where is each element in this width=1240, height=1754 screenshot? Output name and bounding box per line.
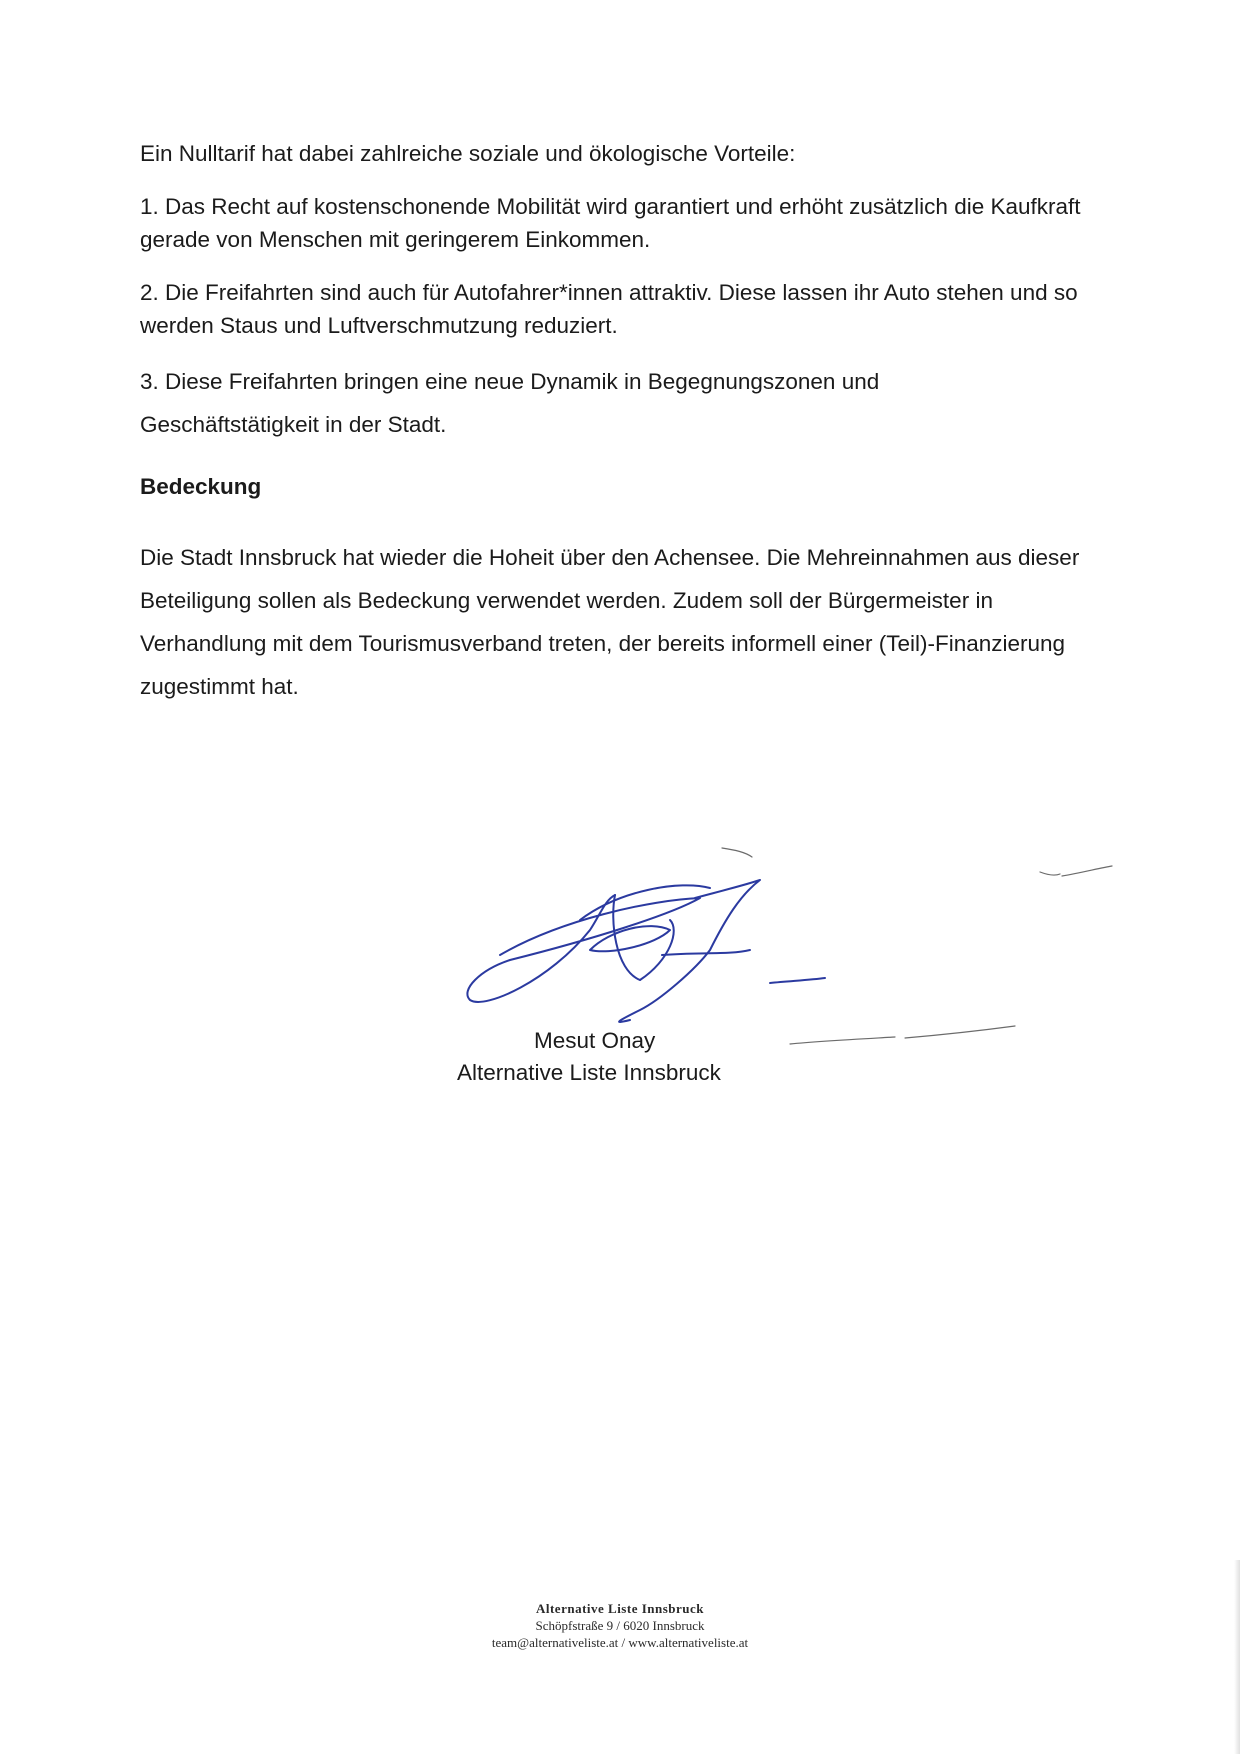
signatory-organization: Alternative Liste Innsbruck [457,1060,721,1085]
footer-separator: / [618,1635,629,1650]
footer-contacts [0,1634,1240,1651]
coverage-paragraph: Die Stadt Innsbruck hat wieder die Hoheit über den Achensee. Die Mehreinnahmen aus dieser Beteiligung sollen als Bedeckung verwendet werden. Zudem soll der Bürgermeister in Verhandlung mit dem Tourismusverband treten, der bereits informell einer (Teil)-Finanzierung zugestimmt hat. [140,545,1080,699]
point-2: 2. Die Freifahrten sind auch für Autofahrer*innen attraktiv. Diese lassen ihr Auto stehen und so werden Staus und Luftverschmutzung reduziert. [140,280,1078,338]
signatory-name: Mesut Onay [534,1028,656,1053]
footer-website[interactable]: www.alternativeliste.at [628,1635,749,1650]
point-1: 1. Das Recht auf kostenschonende Mobilität wird garantiert und erhöht zusätzlich die Kaufkraft gerade von Menschen mit geringerem Einkommen. [140,194,1081,252]
intro-paragraph: Ein Nulltarif hat dabei zahlreiche soziale und ökologische Vorteile: [140,141,796,166]
point-3: 3. Diese Freifahrten bringen eine neue Dynamik in Begegnungszonen und Geschäftstätigkeit in der Stadt. [140,369,880,437]
footer-address: Schöpfstraße 9 / 6020 Innsbruck [535,1618,705,1633]
footer-organization: Alternative Liste Innsbruck [535,1601,705,1616]
footer-email[interactable]: team@alternativeliste.at [491,1635,619,1650]
letterhead-footer [0,1600,1240,1651]
scan-edge-shadow [1234,1560,1240,1754]
coverage-heading: Bedeckung [140,474,262,499]
